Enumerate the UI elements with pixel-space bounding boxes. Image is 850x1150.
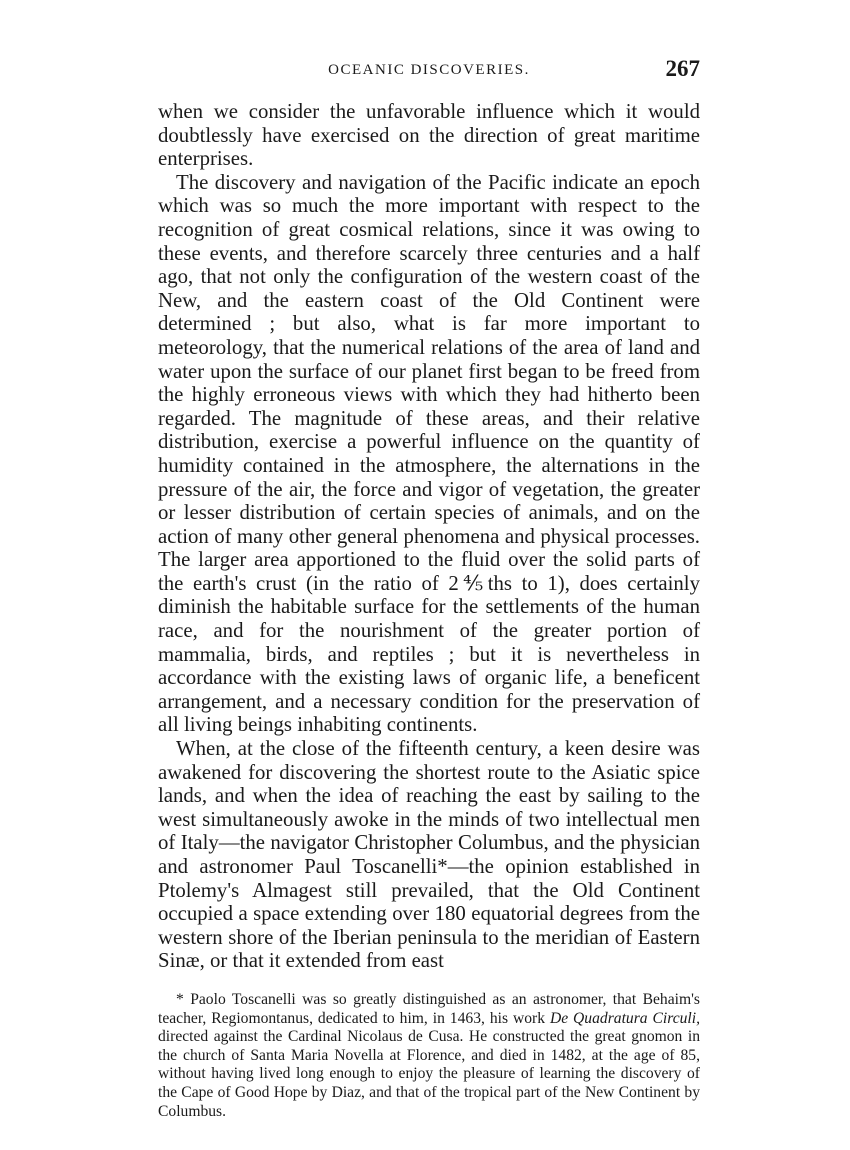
main-text [158, 100, 700, 973]
footnote [158, 991, 700, 1121]
paragraph: The discovery and navigation of the Pacific indicate an epoch which was so much the more important with respect to the recognition of great cosmical relations, since it was owing to these events, and therefore scarcely three centuries and a half ago, that not only the configuration of the western coast of the New, and the eastern coast of the Old Continent were determined ; but also, what is far more important to meteorology, that the numerical relations of the area of land and water upon the surface of our planet first began to be freed from the highly erroneous views with which they had hitherto been regarded. The magnitude of these areas, and their relative distribution, exercise a powerful influence on the quantity of humidity contained in the atmosphere, the alternations in the pressure of the air, the force and vigor of vegetation, the greater or lesser distribution of certain species of animals, and on the action of many other general phenomena and physical processes. The larger area apportioned to the fluid over the solid parts of the earth's crust (in the ratio of 2⅘ths to 1), does certainly diminish the habitable surface for the settlements of the human race, and for the nourishment of the greater portion of mammalia, birds, and reptiles ; but it is nevertheless in accordance with the existing laws of organic life, a beneficent arrangement, and a necessary condition for the preservation of all living beings inhabiting continents. [158, 170, 700, 737]
footnote-work-title: De Quadratura Circuli, [549, 1009, 700, 1027]
page-number: 267 [665, 56, 700, 81]
paragraph: When, at the close of the fifteenth century, a keen desire was awakened for discovering the shortest route to the Asiatic spice lands, and when the idea of reaching the east by sailing to the west simultaneously awoke in the minds of two intellectual men of Italy—the navigator Christopher Columbus, and the physician and astronomer Paul Toscanelli*—the opinion established in Ptolemy's Almagest still prevailed, that the Old Continent occupied a space extending over 180 equatorial degrees from the western shore of the Iberian peninsula to the meridian of Eastern Sinæ, or that it extended from east [158, 737, 700, 973]
book-page [158, 56, 700, 1121]
page-header [158, 56, 700, 90]
paragraph-continued: when we consider the unfavorable influence which it would doubtlessly have exercised on the direction of great maritime enterprises. [158, 100, 700, 171]
footnote-text-start: * Paolo Toscanelli was so greatly distinguished as an astronomer, that Behaim's teacher, Regiomontanus, dedicated to him, in 1463, his work [158, 990, 700, 1027]
footnote-text-end: directed against the Cardinal Nicolaus de Cusa. He constructed the great gnomon in the church of Santa Maria Novella at Florence, and died in 1482, at the age of 85, without having lived long enough to enjoy the pleasure of learning the discovery of the Cape of Good Hope by Diaz, and that of the tropical part of the New Continent by Columbus. [158, 1028, 700, 1120]
running-head: OCEANIC DISCOVERIES. [328, 62, 530, 78]
